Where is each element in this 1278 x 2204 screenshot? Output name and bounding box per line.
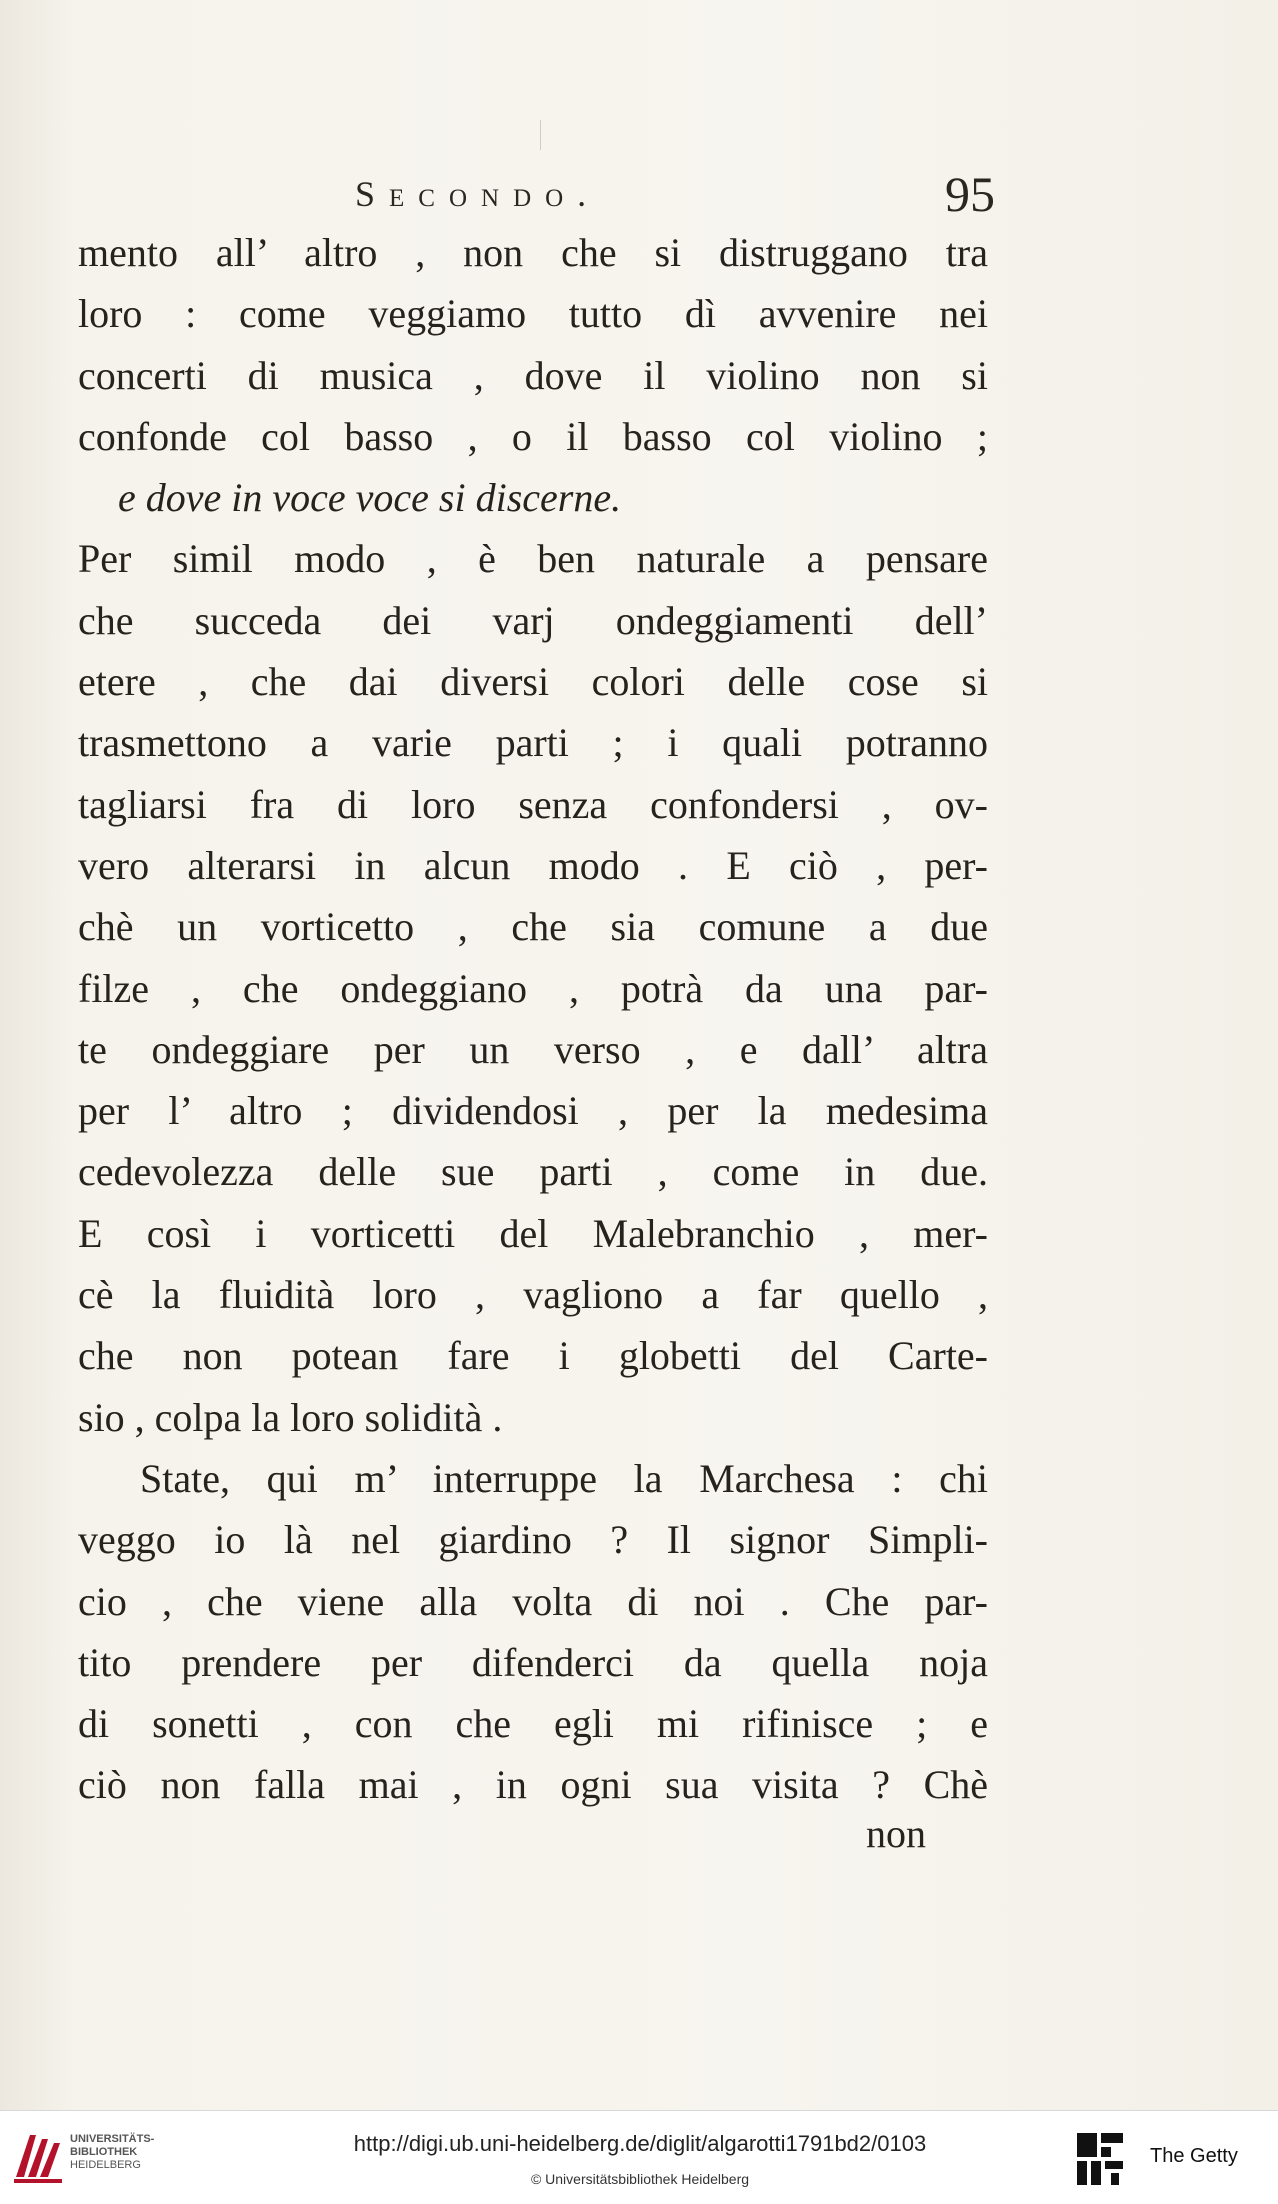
text-line: di sonetti , con che egli mi rifinisce ; e — [78, 1701, 988, 1747]
text-line: etere , che dai diversi colori delle cose si — [78, 659, 988, 705]
text-line: veggo io là nel giardino ? Il signor Simpli- — [78, 1517, 988, 1563]
copyright-notice: © Universitätsbibliothek Heidelberg — [530, 2171, 750, 2187]
permalink-url[interactable]: http://digi.ub.uni-heidelberg.de/diglit/algarotti1791bd2/0103 — [353, 2131, 927, 2156]
text-line: tito prendere per difenderci da quella noja — [78, 1639, 988, 1685]
page-crease — [540, 120, 541, 150]
text-line: trasmettono a varie parti ; i quali potranno — [78, 720, 988, 766]
text-line: Per simil modo , è ben naturale a pensare — [78, 536, 988, 582]
text-line-italic: e dove in voce voce si discerne. — [118, 475, 622, 521]
text-line: per l’ altro ; dividendosi , per la medesima — [78, 1088, 988, 1134]
text-line: cè la fluidità loro , vagliono a far quello , — [78, 1272, 988, 1318]
university-library-logo-icon — [12, 2129, 64, 2185]
text-line: filze , che ondeggiano , potrà da una par- — [78, 965, 988, 1011]
page-number: 95 — [945, 166, 995, 222]
text-line: vero alterarsi in alcun modo . E ciò , per- — [78, 842, 988, 888]
text-line: confonde col basso , o il basso col violino ; — [78, 413, 988, 459]
text-line: State, qui m’ interruppe la Marchesa : chi — [140, 1455, 988, 1501]
text-line: sio , colpa la loro solidità . — [78, 1394, 503, 1440]
running-head-title: Secondo. — [355, 174, 601, 214]
text-line: che non potean fare i globetti del Carte- — [78, 1333, 988, 1379]
text-line: chè un vorticetto , che sia comune a due — [78, 904, 988, 950]
text-line: loro : come veggiamo tutto dì avvenire nei — [78, 291, 988, 337]
library-name-line: UNIVERSITÄTS- — [70, 2133, 155, 2145]
text-line: che succeda dei varj ondeggiamenti dell’ — [78, 597, 988, 643]
university-library-name — [70, 2133, 154, 2172]
text-line: cedevolezza delle sue parti , come in due. — [78, 1149, 988, 1195]
catchword: non — [866, 1811, 926, 1856]
library-name-line: HEIDELBERG — [70, 2159, 141, 2171]
text-line: E così i vorticetti del Malebranchio , mer- — [78, 1210, 988, 1256]
running-head — [355, 165, 995, 225]
text-line: cio , che viene alla volta di noi . Che par- — [78, 1578, 988, 1624]
body-text — [78, 222, 988, 1816]
text-line: mento all’ altro , non che si distruggano tra — [78, 230, 988, 275]
viewer-footer — [0, 2110, 1278, 2204]
text-line: ciò non falla mai , in ogni sua visita ? Chè — [78, 1762, 988, 1808]
text-line: te ondeggiare per un verso , e dall’ altra — [78, 1026, 988, 1072]
partner-name: The Getty — [1150, 2145, 1238, 2167]
text-line: tagliarsi fra di loro senza confondersi , ov- — [78, 781, 988, 827]
getty-logo-icon — [1075, 2131, 1125, 2187]
text-line: concerti di musica , dove il violino non si — [78, 352, 988, 398]
library-name-line: BIBLIOTHEK — [70, 2146, 138, 2158]
